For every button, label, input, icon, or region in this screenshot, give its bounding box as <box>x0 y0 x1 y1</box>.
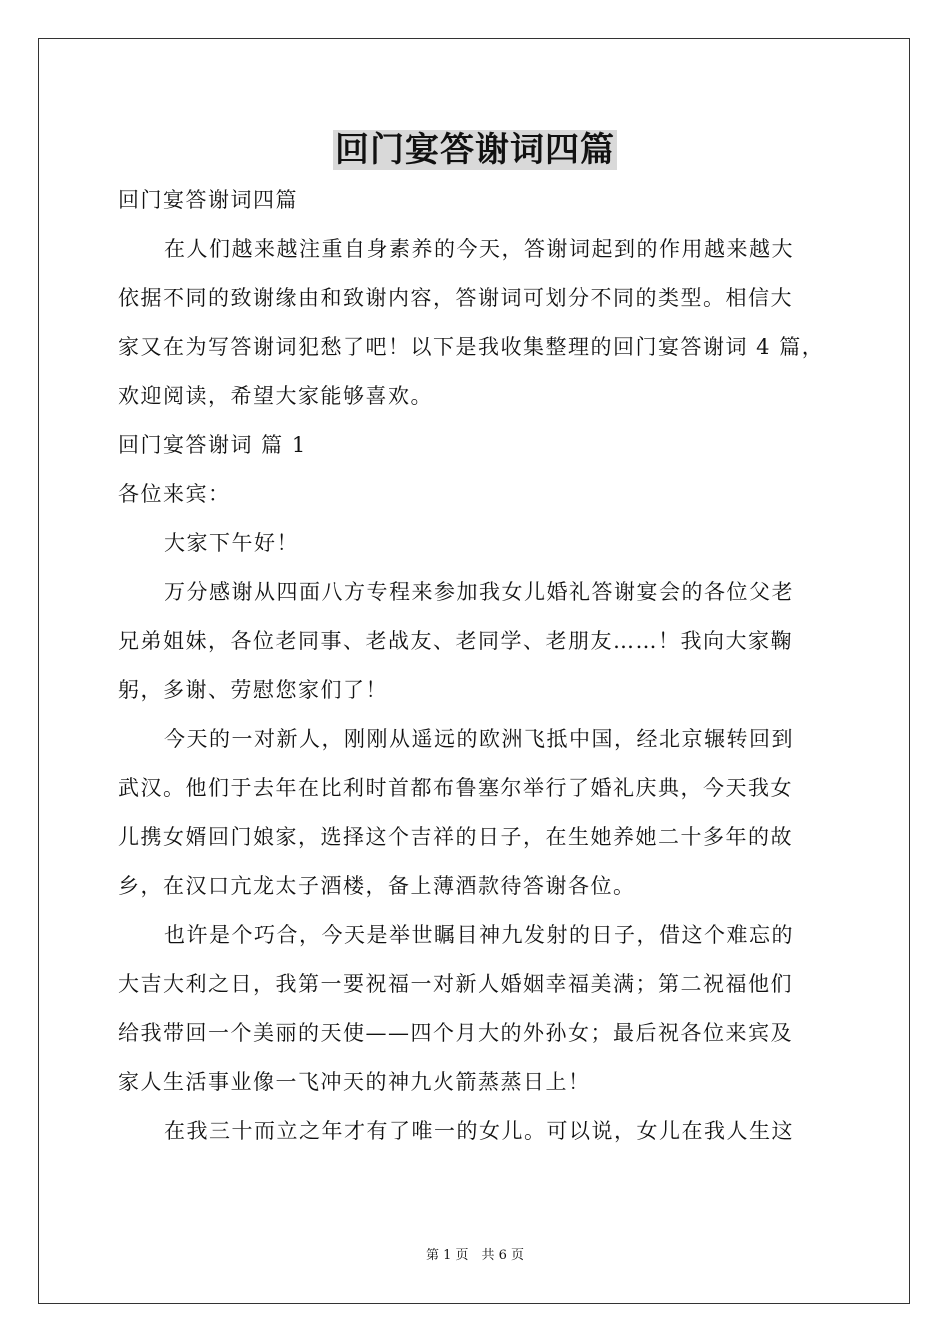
text-line: 各位来宾： <box>118 482 231 506</box>
document-title-text: 回门宴答谢词四篇 <box>335 130 615 170</box>
text-line: 家人生活事业像一飞冲天的神九火箭蒸蒸日上！ <box>118 1070 591 1094</box>
text-line: 欢迎阅读，希望大家能够喜欢。 <box>118 384 433 408</box>
text-line: 躬，多谢、劳慰您家们了！ <box>118 678 388 702</box>
text-line: 回门宴答谢词四篇 <box>118 188 298 212</box>
text-line: 回门宴答谢词 篇 1 <box>118 433 307 457</box>
text-line: 武汉。他们于去年在比利时首都布鲁塞尔举行了婚礼庆典，今天我女 <box>118 776 793 800</box>
text-line: 依据不同的致谢缘由和致谢内容，答谢词可划分不同的类型。相信大 <box>118 286 793 310</box>
document-title <box>0 128 950 172</box>
text-line: 大吉大利之日，我第一要祝福一对新人婚姻幸福美满；第二祝福他们 <box>118 972 793 996</box>
text-line: 也许是个巧合，今天是举世瞩目神九发射的日子，借这个难忘的 <box>164 923 794 947</box>
text-line: 给我带回一个美丽的天使——四个月大的外孙女；最后祝各位来宾及 <box>118 1021 793 1045</box>
text-line: 乡，在汉口亢龙太子酒楼，备上薄酒款待答谢各位。 <box>118 874 636 898</box>
text-line: 在人们越来越注重自身素养的今天，答谢词起到的作用越来越大 <box>164 237 794 261</box>
text-line: 兄弟姐妹，各位老同事、老战友、老同学、老朋友……！我向大家鞠 <box>118 629 793 653</box>
text-line: 在我三十而立之年才有了唯一的女儿。可以说，女儿在我人生这 <box>164 1119 794 1143</box>
text-line: 万分感谢从四面八方专程来参加我女儿婚礼答谢宴会的各位父老 <box>164 580 794 604</box>
document-body <box>118 176 838 1156</box>
text-line: 今天的一对新人，刚刚从遥远的欧洲飞抵中国，经北京辗转回到 <box>164 727 794 751</box>
page-footer: 第 1 页 共 6 页 <box>425 1248 525 1263</box>
text-line: 大家下午好！ <box>164 531 299 555</box>
text-line: 儿携女婿回门娘家，选择这个吉祥的日子，在生她养她二十多年的故 <box>118 825 793 849</box>
text-line: 家又在为写答谢词犯愁了吧！以下是我收集整理的回门宴答谢词 4 篇， <box>118 335 825 359</box>
